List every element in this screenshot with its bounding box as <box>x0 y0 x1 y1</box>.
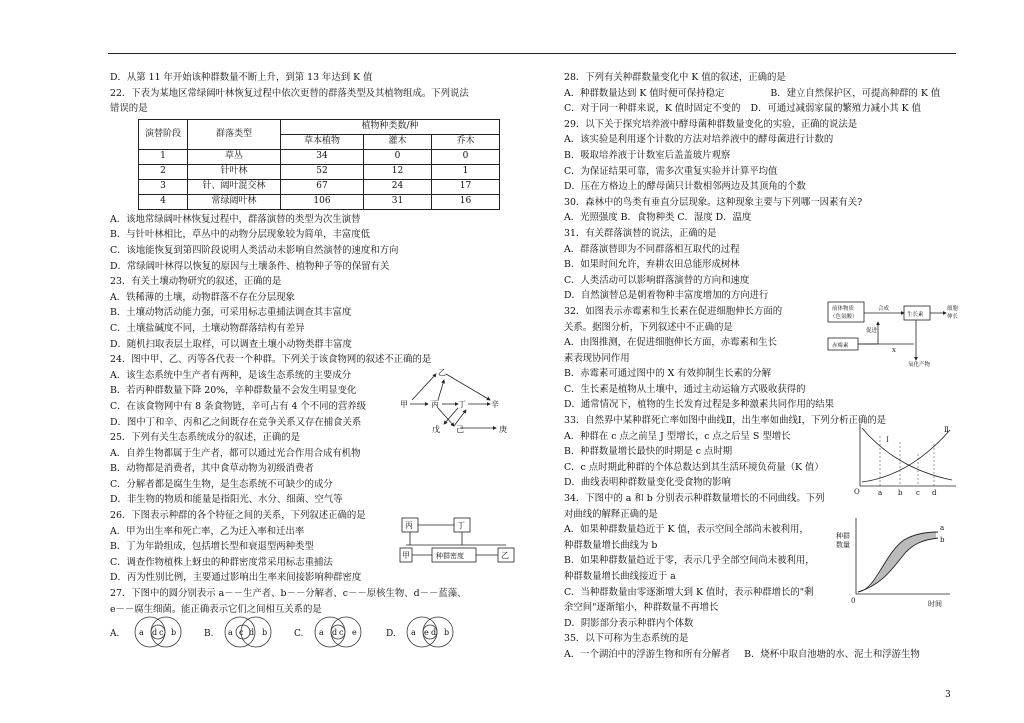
q26-option-c: C．调查作物植株上蚜虫的种群密度常采用标志重捕法 <box>110 556 333 568</box>
succession-table <box>138 119 500 210</box>
cell: 1 <box>432 164 500 179</box>
cell: 草丛 <box>188 149 281 164</box>
cell: 针、阔叶混交林 <box>188 179 281 194</box>
node-precursor-sub: （色氨酸） <box>830 314 858 320</box>
y-label-2: 数量 <box>836 541 850 549</box>
th-shrub: 灌木 <box>364 134 432 149</box>
q34-stem-2: 对曲线的解释正确的是 <box>564 508 658 520</box>
q32-option-c: C．生长素是植物从土壤中，通过主动运输方式吸收获得的 <box>564 383 806 395</box>
label-x: X <box>892 348 896 354</box>
origin-label: O <box>854 488 860 496</box>
q29-option-b: B．吸取培养液于计数室后盖盖玻片观察 <box>564 149 731 161</box>
th-stage: 演替阶段 <box>139 119 188 149</box>
venn-letter: a <box>411 628 416 637</box>
q24-option-a: A．该生态系统中生产者有两种，是该生态系统的主要成分 <box>110 369 352 381</box>
box-jia: 甲 <box>402 551 410 560</box>
hormone-diagram <box>826 300 958 368</box>
q28-stem: 28．下列有关种群数量变化中 K 值的叙述，正确的是 <box>564 72 786 83</box>
q29-option-a: A．该实验是利用逐个计数的方法对培养液中的酵母菌进行计数的 <box>564 134 834 146</box>
q22-stem-2: 错误的是 <box>110 103 148 115</box>
q29-stem: 29．以下关于探究培养液中酵母菌种群数量变化的实验，正确的说法是 <box>564 118 858 130</box>
q35-row1 <box>564 647 960 663</box>
q29-option-c: C．为保证结果可靠，需多次重复实验并计算平均值 <box>564 165 778 177</box>
cell: 0 <box>432 149 500 164</box>
curve-b-label: b <box>940 536 945 544</box>
q35-stem: 35．以下可称为生态系统的是 <box>564 633 689 645</box>
tick-d: d <box>932 489 937 497</box>
venn-label-a: A. <box>110 629 120 639</box>
cell: 3 <box>139 179 188 194</box>
node-geng: 庚 <box>499 425 507 434</box>
curve-a-label: a <box>940 524 945 532</box>
x-label: 时间 <box>928 600 942 608</box>
venn-label-d: D. <box>386 629 396 639</box>
cell: 17 <box>432 179 500 194</box>
th-tree: 乔木 <box>432 134 500 149</box>
q32-option-a: A．由图推测，在促进细胞伸长方面，赤霉素和生长 <box>564 337 778 349</box>
venn-letter: b <box>171 628 177 637</box>
venn-label-b: B. <box>204 629 214 639</box>
q22-option-a: A．该地常绿阔叶林恢复过程中，群落演替的类型为次生演替 <box>110 213 361 225</box>
venn-letter: e <box>352 628 357 637</box>
venn-letter: c <box>159 628 164 637</box>
cell: 34 <box>281 149 364 164</box>
q29-option-d: D．压在方格边上的酵母菌只计数相邻两边及其顶角的个数 <box>564 181 806 193</box>
q28-option-c: C．对于同一种群来说，K 值时固定不变的 <box>564 103 741 115</box>
q23-option-c: C．土壤盐碱度不同，土壤动物群落结构有差异 <box>110 322 305 334</box>
q26-option-d: D．丙为性别比例，主要通过影响出生率来间接影响种群密度 <box>110 572 362 584</box>
venn-letter: b <box>262 628 268 637</box>
q22-stem: 22．下表为某地区常绿阔叶林恢复过程中依次更替的群落类型及其植物组成。下列说法 <box>110 87 469 99</box>
q34-stem: 34．下图中的 a 和 b 分别表示种群数量增长的不同曲线。下列 <box>564 493 825 505</box>
venn-letter: d <box>152 628 158 637</box>
q30-stem: 30．森林中的鸟类有垂直分层现象。这种现象主要与下列哪一因素有关? <box>564 196 863 208</box>
cell: 67 <box>281 179 364 194</box>
q31-option-a: A．群落演替即为不同群落相互取代的过程 <box>564 243 740 255</box>
node-ji: 己 <box>456 425 464 434</box>
cell: 4 <box>139 194 188 209</box>
q31-option-d: D．自然演替总是朝着物种丰富度增加的方向进行 <box>564 290 769 302</box>
label-elong-2: 伸长 <box>947 314 958 320</box>
q28-option-b: B．建立自然保护区，可提高种群的 K 值 <box>770 87 941 99</box>
cell: 0 <box>364 149 432 164</box>
node-auxin: 生长素 <box>907 312 924 318</box>
tick-b: b <box>898 489 903 497</box>
q33-stem: 33．自然界中某种群死亡率如图中曲线Ⅱ，出生率如曲线Ⅰ，下列分析正确的是 <box>564 415 887 427</box>
q28-option-a: A．种群数量达到 K 值时便可保持稳定 <box>564 87 725 99</box>
y-label-1: 种群 <box>836 532 850 540</box>
q26-option-b: B．丁为年龄组成，包括增长型和衰退型两种类型 <box>110 541 314 553</box>
curve-i-label: Ⅰ <box>886 436 889 444</box>
q35-option-a: A．一个湖泊中的浮游生物和所有分解者 <box>564 648 731 660</box>
population-traits-diagram <box>398 515 522 571</box>
q31-option-c: C．人类活动可以影响群落演替的方向和速度 <box>564 274 750 286</box>
growth-curve-chart <box>818 514 958 610</box>
q24-option-b: B．若丙种群数量下降 20%，辛种群数量不会发生明显变化 <box>110 385 357 397</box>
venn-letter: d <box>332 628 338 637</box>
q25-option-d: D．非生物的物质和能量是指阳光、水分、细菌、空气等 <box>110 494 343 506</box>
header-rule <box>108 53 956 54</box>
node-yi: 乙 <box>438 368 446 377</box>
q32-option-a-cont: 素表现协同作用 <box>564 352 630 364</box>
q24-option-c: C．在该食物网中有 8 条食物链，辛可占有 4 个不同的营养级 <box>110 400 367 412</box>
cell: 24 <box>364 179 432 194</box>
table-row <box>139 164 500 179</box>
th-type: 群落类型 <box>188 119 281 149</box>
venn-letter: d <box>431 628 437 637</box>
q22-option-d: D．常绿阔叶林得以恢复的原因与土壤条件、植物种子等的保留有关 <box>110 260 390 272</box>
th-species: 植物种类数/种 <box>281 119 500 134</box>
venn-letter: c <box>339 628 344 637</box>
q26-stem: 26．下图表示种群的各个特征之间的关系，下列叙述正确的是 <box>110 510 366 522</box>
label-synth: 合成 <box>878 306 890 312</box>
node-gibberellin: 赤霉素 <box>832 343 849 349</box>
q32-option-b: B．赤霉素可通过图中的 X 有效抑制生长素的分解 <box>564 368 772 380</box>
venn-letter: d <box>249 628 255 637</box>
q21-option-d: D．从第 11 年开始该种群数量不断上升，到第 13 年达到 K 值 <box>110 72 373 83</box>
cell: 16 <box>432 194 500 209</box>
node-precursor: 前体物质 <box>832 306 855 312</box>
venn-options <box>108 614 484 650</box>
q30-options: A．光照强度 B．食物种类 C．湿度 D．温度 <box>564 212 752 224</box>
tick-a: a <box>878 489 883 497</box>
label-promote: 促进 <box>866 328 878 334</box>
q31-option-b: B．如果时间允许，弃耕农田总能形成树林 <box>564 259 740 271</box>
venn-label-c: C. <box>294 629 304 639</box>
box-density: 种群密度 <box>436 552 464 560</box>
q28-row1 <box>564 86 960 102</box>
page-number: 3 <box>945 690 951 700</box>
table-row <box>139 179 500 194</box>
q27-stem: 27．下图中的圆分别表示 a－－生产者、b－－分解者、c－－原核生物、d－－蓝藻、 <box>110 588 467 600</box>
q22-option-c: C．该地能恢复到第四阶段说明人类活动未影响自然演替的速度和方向 <box>110 244 399 256</box>
q32-stem: 32．如图表示赤霉素和生长素在促进细胞伸长方面的 <box>564 305 783 317</box>
node-wu: 戊 <box>432 425 440 434</box>
q27-stem-2: e－－腐生细菌。能正确表示它们之间相互关系的是 <box>110 603 322 615</box>
food-web-diagram <box>398 366 520 436</box>
q33-option-d: D．曲线表明种群数量变化受食物的影响 <box>564 477 731 489</box>
venn-letter: a <box>228 628 233 637</box>
q34-option-b: B．如果种群数量趋近于零，表示几乎全部空间尚未被利用， <box>564 555 815 567</box>
origin-label: 0 <box>851 597 856 605</box>
q28-row2 <box>564 101 960 117</box>
cell: 常绿阔叶林 <box>188 194 281 209</box>
tick-c: c <box>916 489 920 497</box>
q25-stem: 25．下列有关生态系统成分的叙述，正确的是 <box>110 432 301 444</box>
q33-option-c: C．c 点时期此种群的个体总数达到其生活环境负荷量（K 值） <box>564 461 824 473</box>
q25-option-c: C．分解者都是腐生生物，是生态系统不可缺少的成分 <box>110 478 333 490</box>
birth-death-rate-chart <box>852 422 958 498</box>
cell: 31 <box>364 194 432 209</box>
q28-option-d: D．可通过减弱家鼠的繁殖力减小其 K 值 <box>750 103 922 115</box>
q25-option-a: A．自养生物都属于生产者，都可以通过光合作用合成有机物 <box>110 447 361 459</box>
venn-letter: a <box>139 628 144 637</box>
cell: 1 <box>139 149 188 164</box>
box-yi: 乙 <box>501 551 509 560</box>
venn-letter: e <box>424 628 429 637</box>
cell: 12 <box>364 164 432 179</box>
node-jia: 甲 <box>400 400 408 409</box>
q32-stem-2: 关系。据图分析，下列叙述中不正确的是 <box>564 321 733 333</box>
q34-option-c: C．当种群数量由零逐渐增大到 K 值时，表示种群增长的"剩 <box>564 586 814 598</box>
q26-option-a: A．甲为出生率和死亡率，乙为迁入率和迁出率 <box>110 525 305 537</box>
q22-option-b: B．与针叶林相比，草丛中的动物分层现象较为简单，丰富度低 <box>110 229 371 241</box>
venn-letter: c <box>239 628 244 637</box>
cell: 106 <box>281 194 364 209</box>
venn-letter: b <box>444 628 450 637</box>
curve-ii-label: Ⅱ <box>944 426 949 434</box>
node-bing: 丙 <box>431 400 439 409</box>
table-row <box>139 149 500 164</box>
q23-option-d: D．随机扫取表层土取样，可以调查土壤小动物类群丰富度 <box>110 338 352 350</box>
label-oxidation: 氧化产物 <box>908 362 931 368</box>
q25-option-b: B．动物都是消费者，其中食草动物为初级消费者 <box>110 463 314 475</box>
node-ding: 丁 <box>458 400 466 409</box>
q34-option-c-cont: 余空间"逐渐缩小，种群数量不再增长 <box>564 602 719 614</box>
cell: 2 <box>139 164 188 179</box>
q34-option-a: A．如果种群数量趋近于 K 值，表示空间全部尚未被利用， <box>564 524 809 536</box>
cell: 针叶林 <box>188 164 281 179</box>
q23-option-b: B．土壤动物活动能力强，可采用标志重捕法调查其丰富度 <box>110 307 352 319</box>
q34-option-b-cont: 种群数量增长曲线接近于 a <box>564 571 676 582</box>
q34-option-a-cont: 种群数量增长曲线为 b <box>564 539 658 551</box>
th-herb: 草本植物 <box>281 134 364 149</box>
q32-option-d: D．通常情况下，植物的生长发育过程是多种激素共同作用的结果 <box>564 399 835 411</box>
node-xin: 辛 <box>491 400 499 409</box>
q33-option-b: B．种群数量增长最快的时期是 c 点时期 <box>564 446 733 458</box>
q33-option-a: A．种群在 c 点之前呈 J 型增长，c 点之后呈 S 型增长 <box>564 430 791 442</box>
venn-letter: a <box>319 628 324 637</box>
q23-option-a: A．铁稀薄的土壤，动物群落不存在分层现象 <box>110 291 295 303</box>
q24-stem: 24．图中甲、乙、丙等各代表一个种群。下列关于该食物网的叙述不正确的是 <box>110 354 432 366</box>
q31-stem: 31．有关群落演替的说法，正确的是 <box>564 227 717 239</box>
cell: 52 <box>281 164 364 179</box>
q34-option-d: D．阴影部分表示种群内个体数 <box>564 617 694 629</box>
q23-stem: 23．有关土壤动物研究的叙述，正确的是 <box>110 276 282 288</box>
label-elong: 细胞 <box>947 306 958 312</box>
q24-option-d: D．图中丁和辛、丙和乙之间既存在竞争关系又存在捕食关系 <box>110 416 362 428</box>
box-ding: 丁 <box>457 521 465 530</box>
box-bing: 丙 <box>405 521 413 530</box>
q35-option-b: B．烧杯中取自池塘的水、泥土和浮游生物 <box>744 648 920 660</box>
table-row <box>139 194 500 209</box>
